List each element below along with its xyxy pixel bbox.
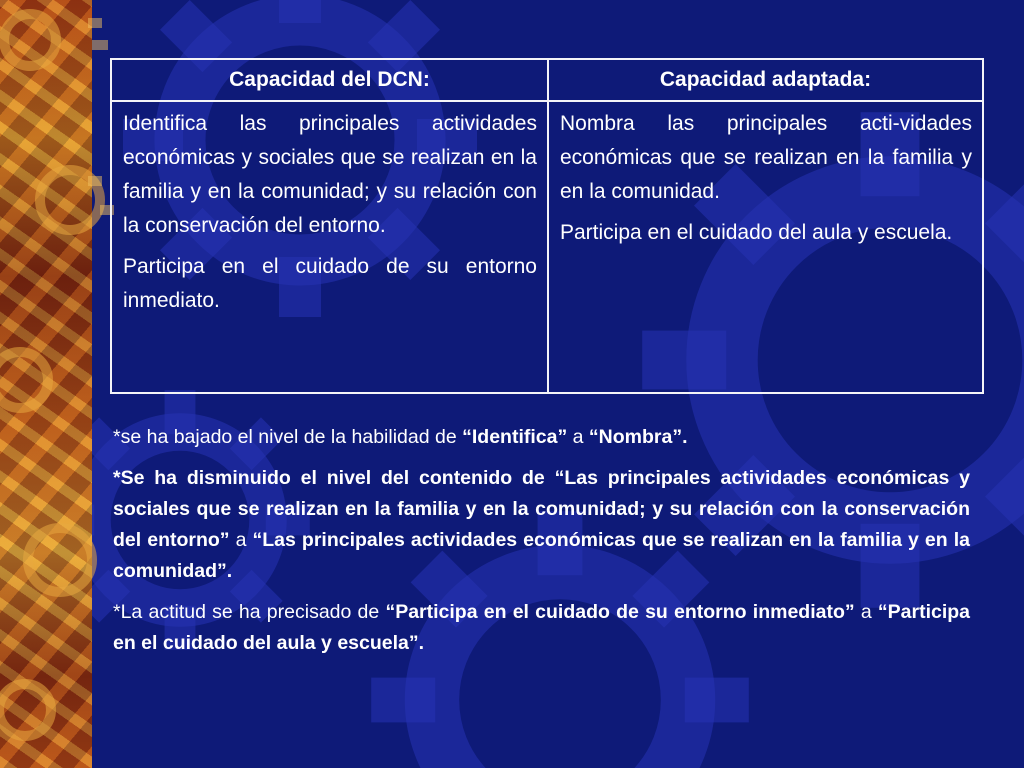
note-emphasis: “Participa en el cuidado de su entorno inmediato” (385, 601, 855, 623)
table-header-row (111, 59, 983, 101)
note-text: a (229, 529, 253, 551)
capacity-comparison-table (110, 58, 984, 394)
note-text: *Se ha disminuido el nivel del contenido de “Las principales actividades económicas y sociales que se realizan en la familia y en la comunidad; y su relación con la conservación del entorno” (113, 467, 970, 551)
note-contenido (113, 463, 970, 587)
header-capacidad-dcn: Capacidad del DCN: (111, 59, 548, 101)
note-text: a (854, 601, 878, 623)
cell-capacidad-dcn (111, 101, 548, 393)
note-emphasis: “Las principales actividades económicas que se realizan en la familia y en la comunidad”. (113, 529, 970, 582)
note-text: *se ha bajado el nivel de la habilidad de (113, 426, 463, 448)
cell-paragraph: Participa en el cuidado del aula y escuela. (560, 221, 953, 244)
cell-paragraph: Participa en el cuidado de su entorno inmediato. (123, 255, 537, 312)
note-emphasis: “Nombra”. (588, 426, 688, 448)
note-actitud (113, 597, 970, 659)
cell-paragraph: Nombra las principales acti-vidades económicas que se realizan en la familia y en la comunidad. (560, 112, 972, 203)
cell-capacidad-adaptada (548, 101, 983, 393)
cell-paragraph: Identifica las principales actividades económicas y sociales que se realizan en la familia y en la comunidad; y su relación con la conservación del entorno. (123, 112, 537, 237)
header-capacidad-adaptada: Capacidad adaptada: (548, 59, 983, 101)
note-text: *La actitud se ha precisado de (113, 601, 386, 623)
table-row (111, 101, 983, 393)
note-text: a (567, 426, 589, 448)
notes-section (113, 422, 970, 669)
strip-gear-icons (0, 0, 120, 768)
note-emphasis: “Participa en el cuidado del aula y escuela”. (113, 601, 971, 654)
note-emphasis: “Identifica” (462, 426, 568, 448)
note-habilidad (113, 422, 970, 453)
